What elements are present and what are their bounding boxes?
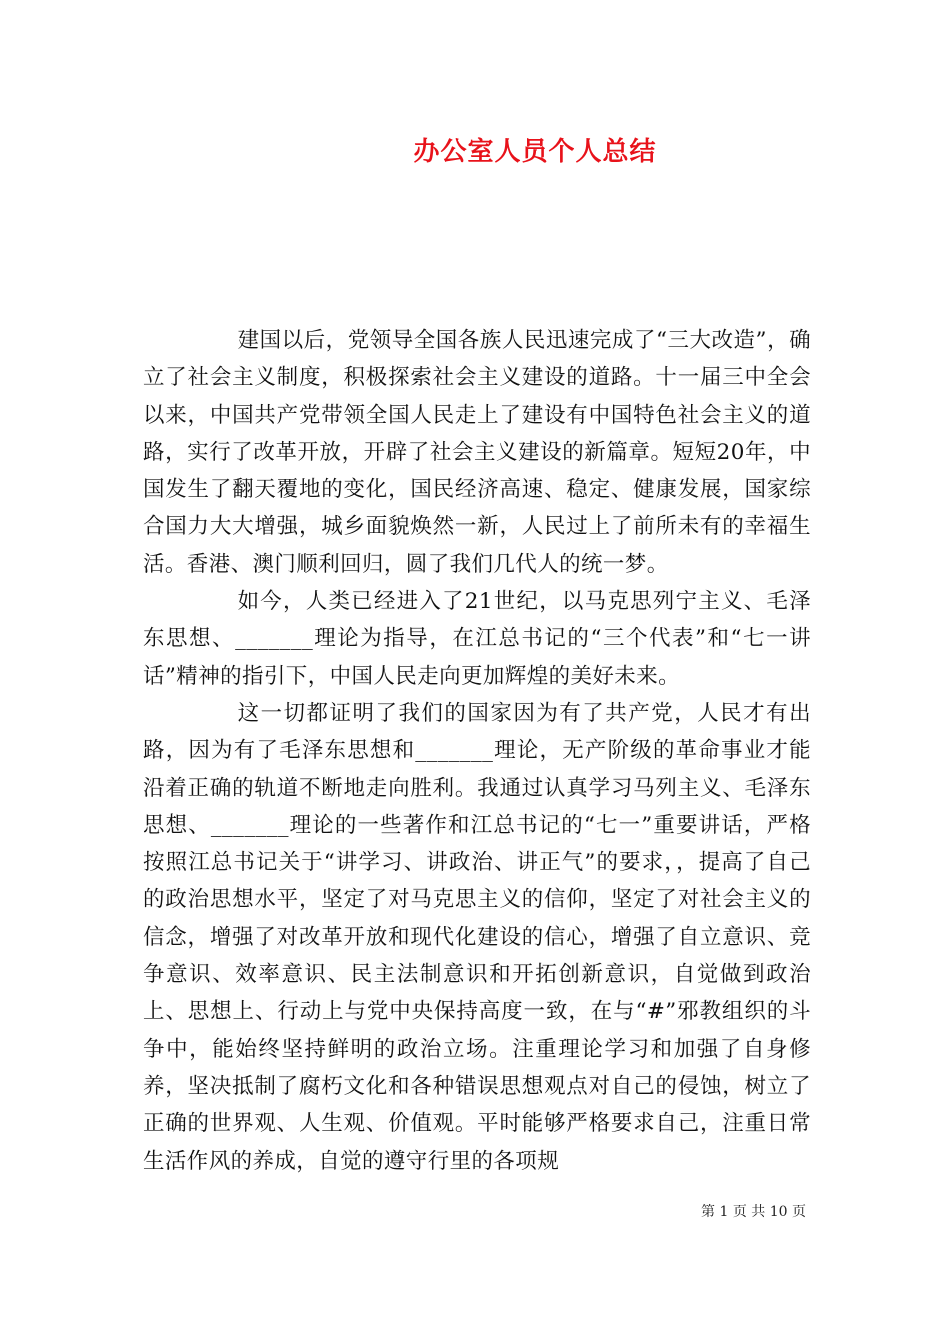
document-body <box>143 322 811 1180</box>
paragraph-1: 建国以后，党领导全国各族人民迅速完成了“三大改造”，确立了社会主义制度，积极探索社会主义建设的道路。十一届三中全会以来，中国共产党带领全国人民走上了建设有中国特色社会主义的道路，实行了改革开放，开辟了社会主义建设的新篇章。短短20年，中国发生了翻天覆地的变化，国民经济高速、稳定、健康发展，国家综合国力大大增强，城乡面貌焕然一新，人民过上了前所未有的幸福生活。香港、澳门顺利回归，圆了我们几代人的统一梦。 <box>143 328 811 577</box>
paragraph-2: 如今，人类已经进入了21世纪，以马克思列宁主义、毛泽东思想、_______理论为指导，在江总书记的“三个代表”和“七一讲话”精神的指引下，中国人民走向更加辉煌的美好未来。 <box>143 589 811 689</box>
page-number-footer: 第 1 页 共 10 页 <box>701 1204 806 1220</box>
paragraph-3: 这一切都证明了我们的国家因为有了共产党，人民才有出路，因为有了毛泽东思想和_______理论，无产阶级的革命事业才能沿着正确的轨道不断地走向胜利。我通过认真学习马列主义、毛泽东思想、_______理论的一些著作和江总书记的“七一”重要讲话，严格按照江总书记关于“讲学习、讲政治、讲正气”的要求，，提高了自己的政治思想水平，坚定了对马克思主义的信仰，坚定了对社会主义的信念，增强了对改革开放和现代化建设的信心，增强了自立意识、竞争意识、效率意识、民主法制意识和开拓创新意识，自觉做到政治上、思想上、行动上与党中央保持高度一致，在与“#”邪教组织的斗争中，能始终坚持鲜明的政治立场。注重理论学习和加强了自身修养，坚决抵制了腐朽文化和各种错误思想观点对自己的侵蚀，树立了正确的世界观、人生观、价值观。平时能够严格要求自己，注重日常生活作风的养成，自觉的遵守行里的各项规 <box>143 700 811 1174</box>
document-title: 办公室人员个人总结 <box>413 137 657 167</box>
